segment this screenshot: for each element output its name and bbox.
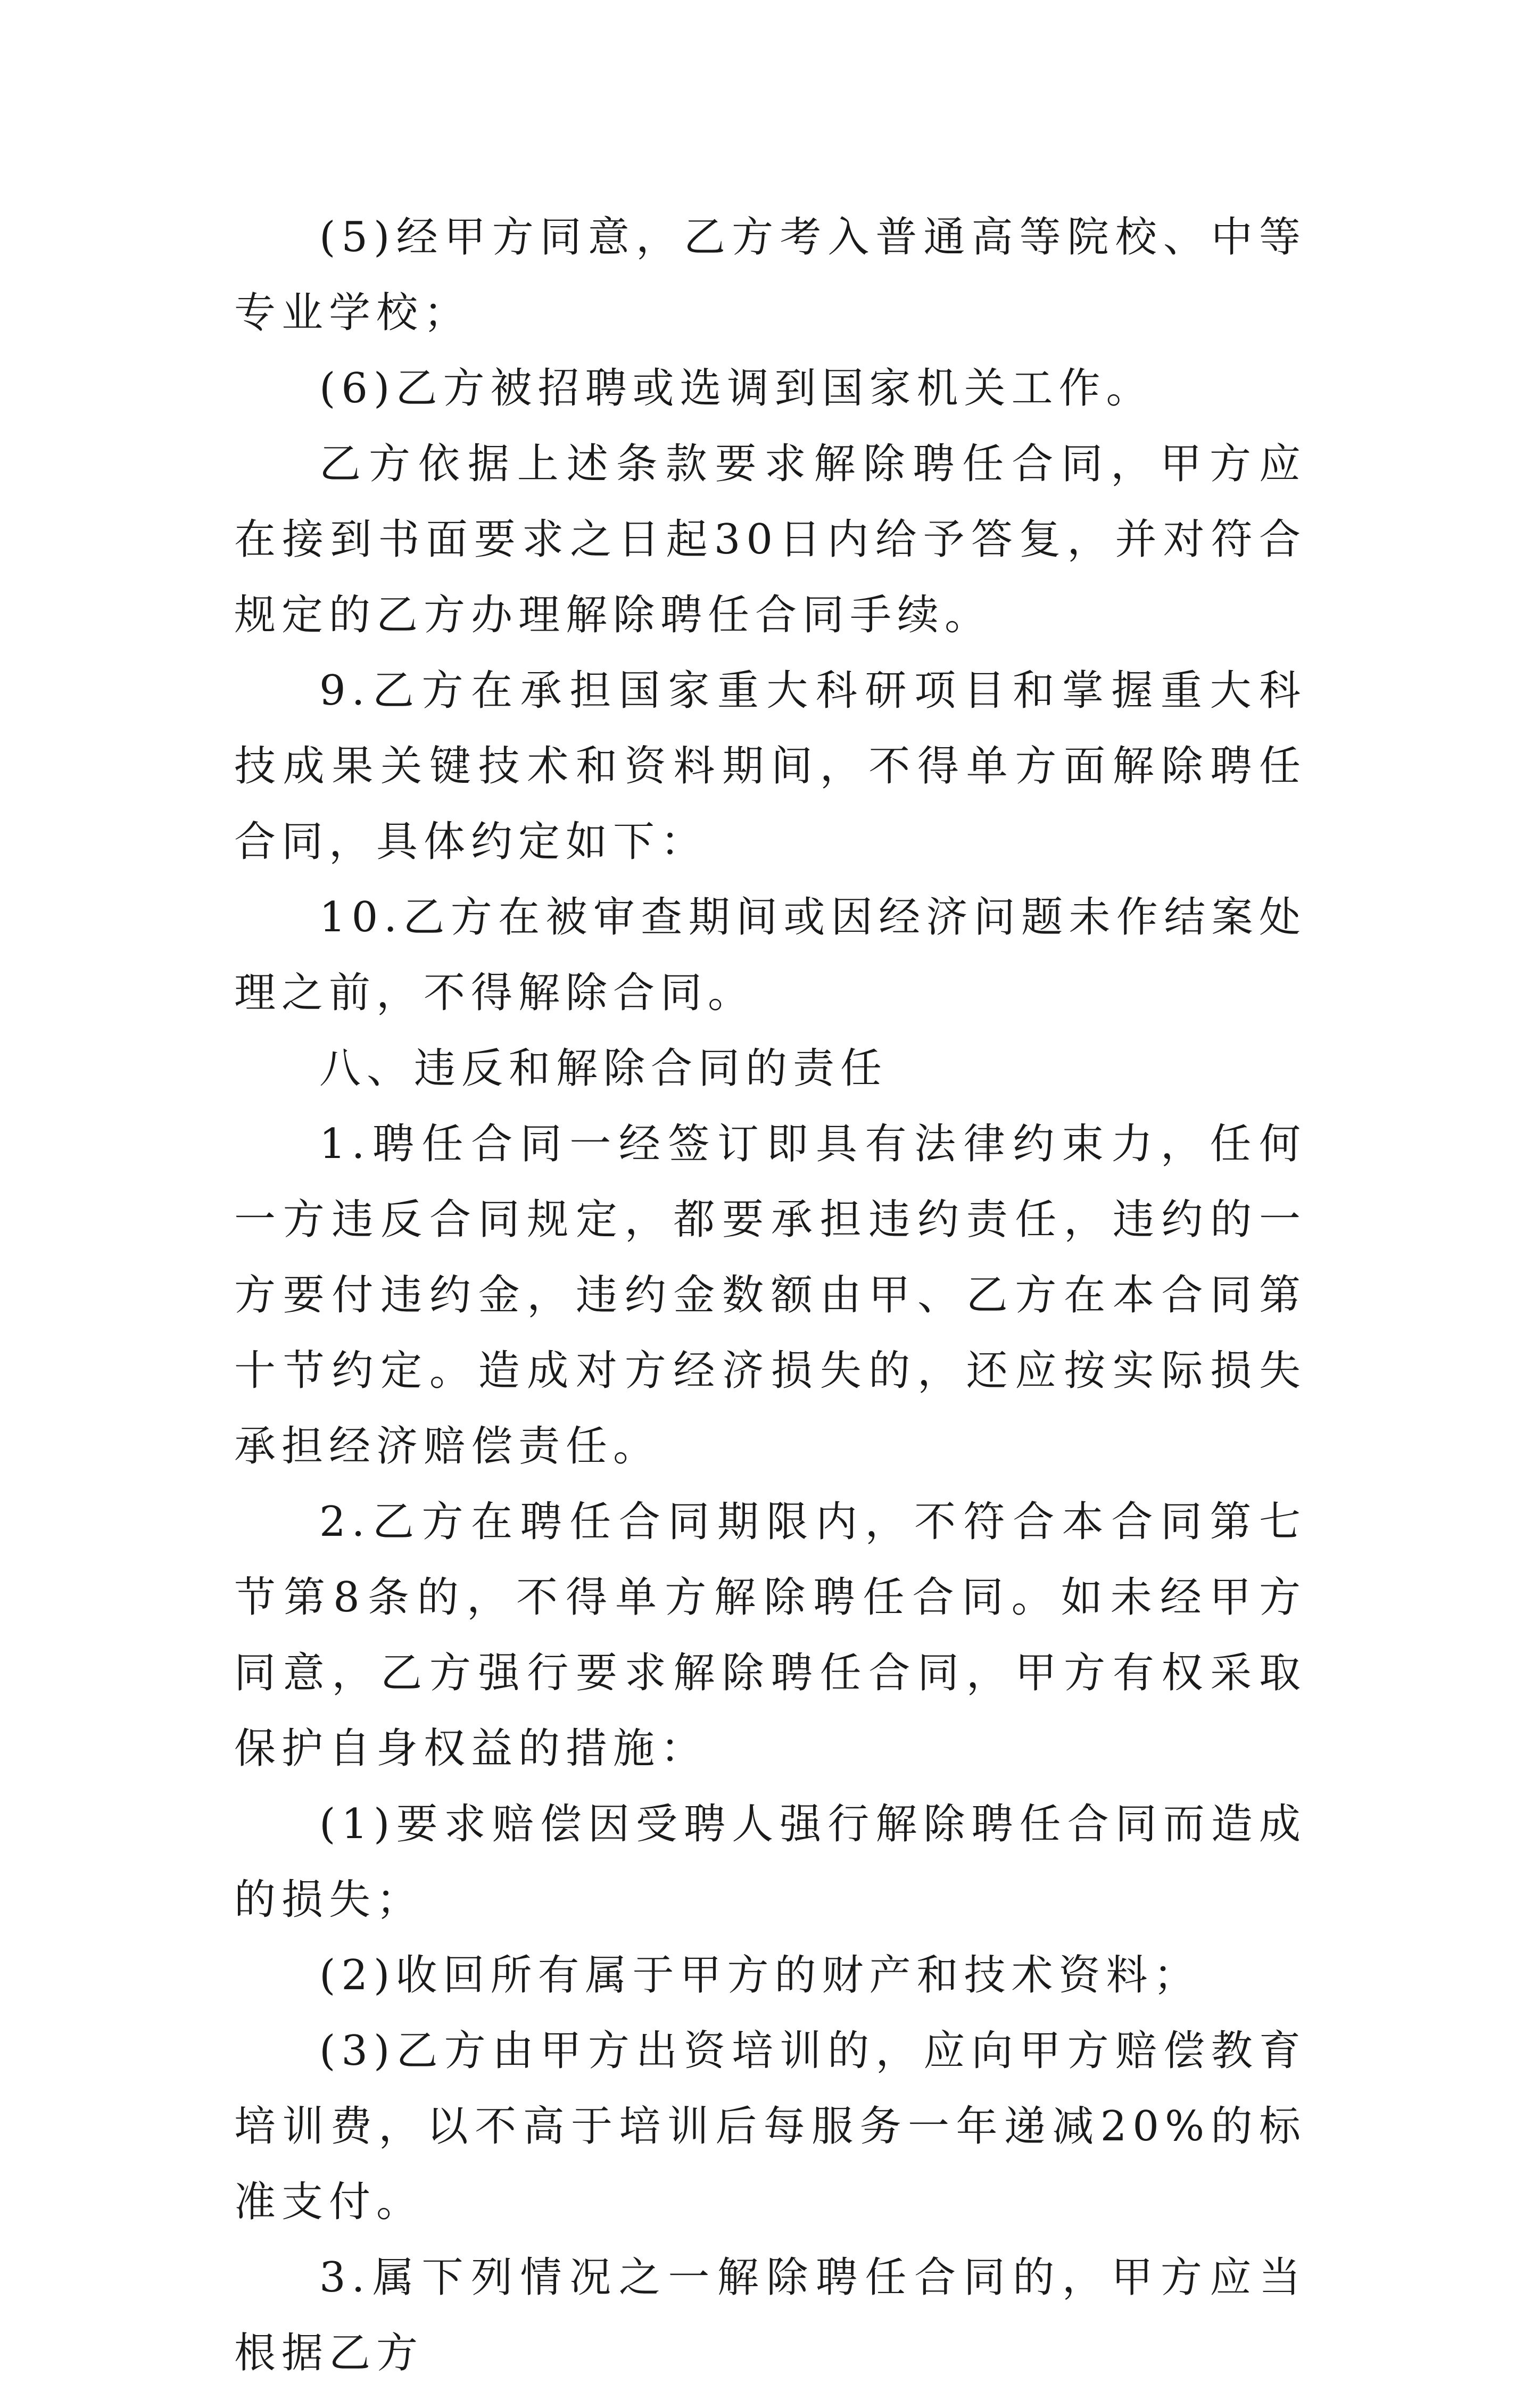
reply-procedure-paragraph: 乙方依据上述条款要求解除聘任合同，甲方应在接到书面要求之日起30日内给予答复，并对符合规定的乙方办理解除聘任合同手续。 (234, 440, 1306, 639)
clause-5-paragraph: (5)经甲方同意，乙方考入普通高等院校、中等专业学校； (234, 213, 1306, 337)
section-8-heading: 八、违反和解除合同的责任 (319, 1045, 888, 1093)
clause-6-paragraph: (6)乙方被招聘或选调到国家机关工作。 (319, 365, 1154, 412)
section-8-item-2-sub-2: (2)收回所有属于甲方的财产和技术资料； (319, 1951, 1201, 1999)
document-body (234, 200, 1306, 2391)
section-8-item-2-sub-1: (1)要求赔偿因受聘人强行解除聘任合同而造成的损失； (234, 1800, 1306, 1924)
section-8-item-2-sub-3: (3)乙方由甲方出资培训的，应向甲方赔偿教育培训费，以不高于培训后每服务一年递减20%的标准支付。 (234, 2027, 1306, 2226)
clause-10-paragraph: 10.乙方在被审查期间或因经济问题未作结案处理之前，不得解除合同。 (234, 893, 1306, 1017)
section-8-item-3-paragraph: 3.属下列情况之一解除聘任合同的，甲方应当根据乙方 (234, 2254, 1306, 2377)
clause-9-paragraph: 9.乙方在承担国家重大科研项目和掌握重大科技成果关键技术和资料期间，不得单方面解除聘任合同，具体约定如下： (234, 667, 1306, 866)
section-8-item-2-paragraph: 2.乙方在聘任合同期限内，不符合本合同第七节第8条的，不得单方解除聘任合同。如未经甲方同意，乙方强行要求解除聘任合同，甲方有权采取保护自身权益的措施： (234, 1498, 1306, 1773)
section-8-item-1-paragraph: 1.聘任合同一经签订即具有法律约束力，任何一方违反合同规定，都要承担违约责任，违约的一方要付违约金，违约金数额由甲、乙方在本合同第十节约定。造成对方经济损失的，还应按实际损失承担经济赔偿责任。 (234, 1120, 1306, 1470)
